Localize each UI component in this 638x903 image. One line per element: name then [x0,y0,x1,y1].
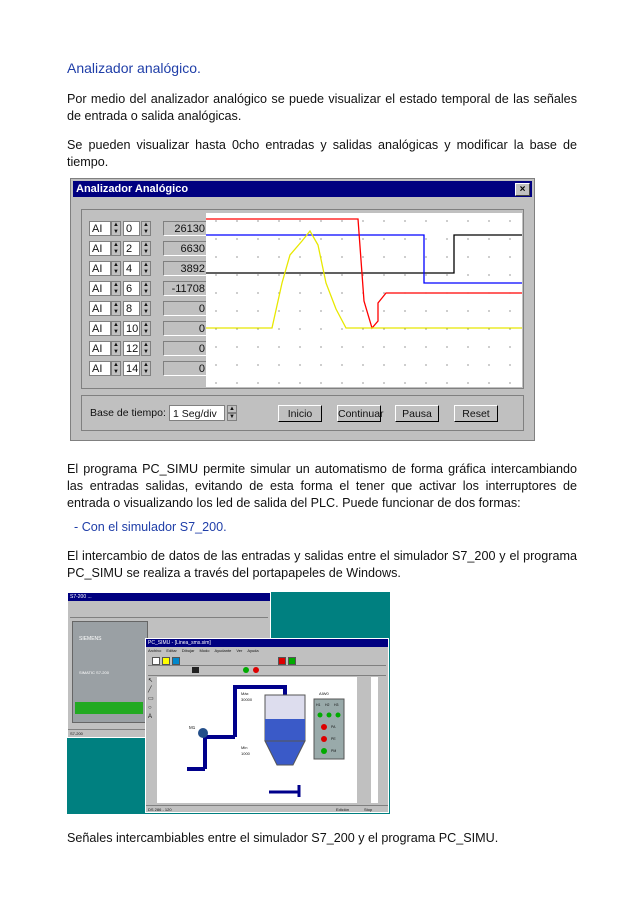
menu-item[interactable]: Ayuda [247,648,259,653]
paragraph-eight-channels: Se pueden visualizar hasta 0cho entradas y salidas analógicas y modificar la base de tiempo. [67,138,577,169]
section-heading-analizador: Analizador analógico. [67,60,201,76]
channel-value: 0 [163,361,209,376]
pc-simu-window [145,638,389,813]
channel-type-field[interactable]: AI [89,281,111,296]
siemens-logo: SIEMENS [79,636,102,642]
trace-black [206,235,522,273]
save-icon[interactable] [172,657,180,665]
pushbutton-label-pe: PE [331,737,336,741]
trace-blue [206,235,522,283]
pc-simu-toolbar-2 [148,666,386,676]
channel-type-spin-icon[interactable]: ▲ ▼ [111,241,121,256]
channel-type-spin-icon[interactable]: ▲ ▼ [111,301,121,316]
min-value: 1000 [241,751,250,756]
channel-row [89,361,223,377]
open-icon[interactable] [162,657,170,665]
time-base-field[interactable]: 1 Seg/div [169,405,225,421]
analyzer-controls [81,395,524,431]
channel-index-field[interactable]: 10 [123,321,140,336]
channel-row [89,281,223,297]
channel-index-spin-icon[interactable]: ▲ ▼ [141,281,151,296]
status-state: Stop [364,807,373,812]
channel-type-field[interactable]: AI [89,241,111,256]
max-label: Máx [241,691,249,696]
channel-index-spin-icon[interactable]: ▲ ▼ [141,241,151,256]
led-green-icon[interactable] [243,667,249,673]
channel-value: 3892 [163,261,209,276]
led-label-h3: H3 [334,703,339,707]
continuar-button[interactable]: Continuar [337,405,381,422]
channel-row [89,321,223,337]
channel-type-spin-icon[interactable]: ▲ ▼ [111,341,121,356]
channel-type-field[interactable]: AI [89,261,111,276]
led-label-h1: H1 [316,703,321,707]
channel-row [89,301,223,317]
time-base-label: Base de tiempo: [90,407,166,419]
pc-simu-menu [148,648,264,654]
channel-row [89,261,223,277]
s7-title-bar: S7-200 ... [68,593,270,601]
channel-type-field[interactable]: AI [89,341,111,356]
paragraph-clipboard: El intercambio de datos de las entradas y salidas entre el simulador S7_200 y el programa PC_SIMU se realiza a través del portapapeles de Windows. [67,549,577,580]
channel-index-field[interactable]: 6 [123,281,140,296]
status-coords: DS 286 - 120 [148,807,172,812]
pc-simu-toolbar-1 [148,656,386,666]
motor-label: M1 [189,725,196,730]
channel-type-spin-icon[interactable]: ▲ ▼ [111,281,121,296]
channel-index-field[interactable]: 0 [123,221,140,236]
ellipse-icon[interactable]: ○ [148,705,152,711]
rect-icon[interactable]: ▭ [148,696,154,702]
channel-row [89,241,223,257]
s7-toolbar [70,609,268,618]
analyzer-title: Analizador Analógico [76,183,189,195]
led-red-icon[interactable] [253,667,259,673]
line-icon[interactable]: ╱ [148,687,152,693]
channel-index-field[interactable]: 4 [123,261,140,276]
paragraph-intro: Por medio del analizador analógico se puede visualizar el estado temporal de las señales de entrada o salida analógicas. [67,92,577,123]
analyzer-title-bar [73,181,532,197]
inicio-button[interactable]: Inicio [278,405,322,422]
channel-index-spin-icon[interactable]: ▲ ▼ [141,361,151,376]
channel-value: 6630 [163,241,209,256]
channel-type-spin-icon[interactable]: ▲ ▼ [111,321,121,336]
pc-simu-status-bar [146,805,388,813]
channel-index-spin-icon[interactable]: ▲ ▼ [141,321,151,336]
drawing-tools [148,677,155,801]
channel-index-spin-icon[interactable]: ▲ ▼ [141,341,151,356]
text-icon[interactable]: A [148,714,153,720]
figure-caption: Señales intercambiables entre el simulador S7_200 y el programa PC_SIMU. [67,831,499,845]
channel-row [89,221,223,237]
status-mode: Edición [336,807,350,812]
menu-item[interactable]: Archivo [148,648,162,653]
trace-yellow [206,231,522,328]
pausa-button[interactable]: Pausa [395,405,439,422]
max-value: 30000 [241,697,253,702]
close-icon[interactable]: × [515,183,530,196]
simatic-label: SIMATIC S7-200 [79,670,109,675]
channel-index-spin-icon[interactable]: ▲ ▼ [141,221,151,236]
simulator-screenshot [67,592,390,814]
simulation-canvas [157,677,378,803]
menu-item[interactable]: Modo [199,648,210,653]
time-base-up-icon[interactable]: ▲ [227,405,237,413]
s7-status-bar: S7-200 [68,729,270,737]
arrow-icon[interactable]: ↖ [148,678,154,684]
plc-io-terminals [75,702,143,714]
channel-type-field[interactable]: AI [89,221,111,236]
analyzer-plot [206,213,522,387]
channel-type-field[interactable]: AI [89,321,111,336]
channel-value: 0 [163,301,209,316]
channel-index-spin-icon[interactable]: ▲ ▼ [141,261,151,276]
pc-simu-title-bar: PC_SIMU - [Linea_sms.sim] [146,639,388,647]
stop-icon[interactable] [278,657,286,665]
pushbutton-label-pa: PA [331,725,336,729]
channel-index-spin-icon[interactable]: ▲ ▼ [141,301,151,316]
process-drawing [157,677,378,803]
channel-type-spin-icon[interactable]: ▲ ▼ [111,221,121,236]
channel-index-field[interactable]: 12 [123,341,140,356]
channel-value: 26130 [163,221,209,236]
channel-type-field[interactable]: AI [89,361,111,376]
analyzer-window [70,178,535,441]
channel-index-field[interactable]: 8 [123,301,140,316]
section-heading-s7-200: - Con el simulador S7_200. [74,520,227,534]
paragraph-pc-simu: El programa PC_SIMU permite simular un automatismo de forma gráfica intercambiando las entradas salidas, evitando de esta forma el tener que activar los interruptores de entrada o visualizando los led de salida del PLC. Puede funcionar de dos formas: [67,462,577,510]
channel-value: 0 [163,341,209,356]
menu-item[interactable]: Ayudante [214,648,232,653]
pushbutton-label-pm: PM [331,749,337,753]
channel-index-field[interactable]: 2 [123,241,140,256]
component-icon[interactable] [192,667,199,673]
plc-body [72,621,148,723]
menu-item[interactable]: Editar [166,648,177,653]
menu-item[interactable]: Dibujar [181,648,195,653]
led-label-h2: H2 [325,703,330,707]
menu-item[interactable]: Ver [236,648,243,653]
channel-row [89,341,223,357]
channel-value: -11708 [163,281,209,296]
channel-type-spin-icon[interactable]: ▲ ▼ [111,361,121,376]
reset-button[interactable]: Reset [454,405,498,422]
min-label: Min [241,745,248,750]
run-icon[interactable] [288,657,296,665]
new-icon[interactable] [152,657,160,665]
channel-value: 0 [163,321,209,336]
channel-index-field[interactable]: 14 [123,361,140,376]
channel-type-field[interactable]: AI [89,301,111,316]
time-base-down-icon[interactable]: ▼ [227,413,237,421]
channel-type-spin-icon[interactable]: ▲ ▼ [111,261,121,276]
aiw-label: AIW0 [319,691,329,696]
